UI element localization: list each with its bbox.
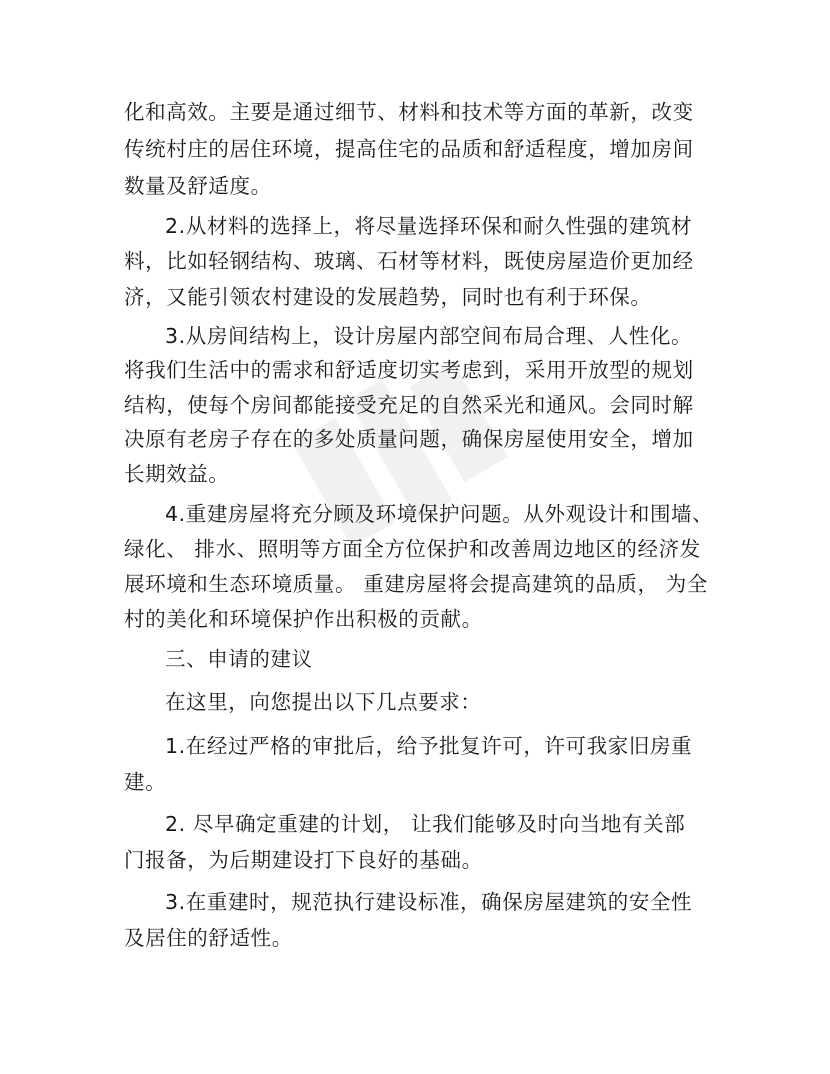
text-line: 展环境和生态环境质量。 重建房屋将会提高建筑的品质， 为全 <box>124 572 708 596</box>
text-line: 2.从材料的选择上，将尽量选择环保和耐久性强的建筑材 <box>165 214 693 238</box>
text-line: 1.在经过严格的审批后，给予批复许可，许可我家旧房重 <box>165 734 693 758</box>
text-line: 及居住的舒适性。 <box>124 926 293 950</box>
text-line: 传统村庄的居住环境，提高住宅的品质和舒适程度，增加房间 <box>124 137 694 161</box>
heading-text: 三、申请的建议 <box>165 647 313 671</box>
text-line: 建。 <box>124 770 167 794</box>
text-line: 村的美化和环境保护作出积极的贡献。 <box>124 607 483 631</box>
text-line: 2. 尽早确定重建的计划， 让我们能够及时向当地有关部 <box>165 812 686 836</box>
text-line: 在这里，向您提出以下几点要求： <box>165 690 482 714</box>
text-line: 4.重建房屋将充分顾及环境保护问题。从外观设计和围墙、 <box>165 502 714 526</box>
text-line: 3.从房间结构上，设计房屋内部空间布局合理、人性化。 <box>165 324 693 348</box>
text-line: 济，又能引领农村建设的发展趋势，同时也有利于环保。 <box>124 285 652 309</box>
text-line: 数量及舒适度。 <box>124 174 272 198</box>
text-line: 结构，使每个房间都能接受充足的自然采光和通风。会同时解 <box>124 393 694 417</box>
text-line: 门报备，为后期建设打下良好的基础。 <box>124 848 483 872</box>
text-line: 绿化、 排水、照明等方面全方位保护和改善周边地区的经济发 <box>124 537 701 561</box>
text-line: 3.在重建时，规范执行建设标准，确保房屋建筑的安全性 <box>165 890 693 914</box>
text-line: 长期效益。 <box>124 462 230 486</box>
text-line: 料，比如轻钢结构、玻璃、石材等材料，既使房屋造价更加经 <box>124 249 694 273</box>
text-line: 化和高效。主要是通过细节、材料和技术等方面的革新，改变 <box>124 100 694 124</box>
text-line: 将我们生活中的需求和舒适度切实考虑到，采用开放型的规划 <box>124 358 694 382</box>
text-line: 决原有老房子存在的多处质量问题，确保房屋使用安全，增加 <box>124 427 694 451</box>
